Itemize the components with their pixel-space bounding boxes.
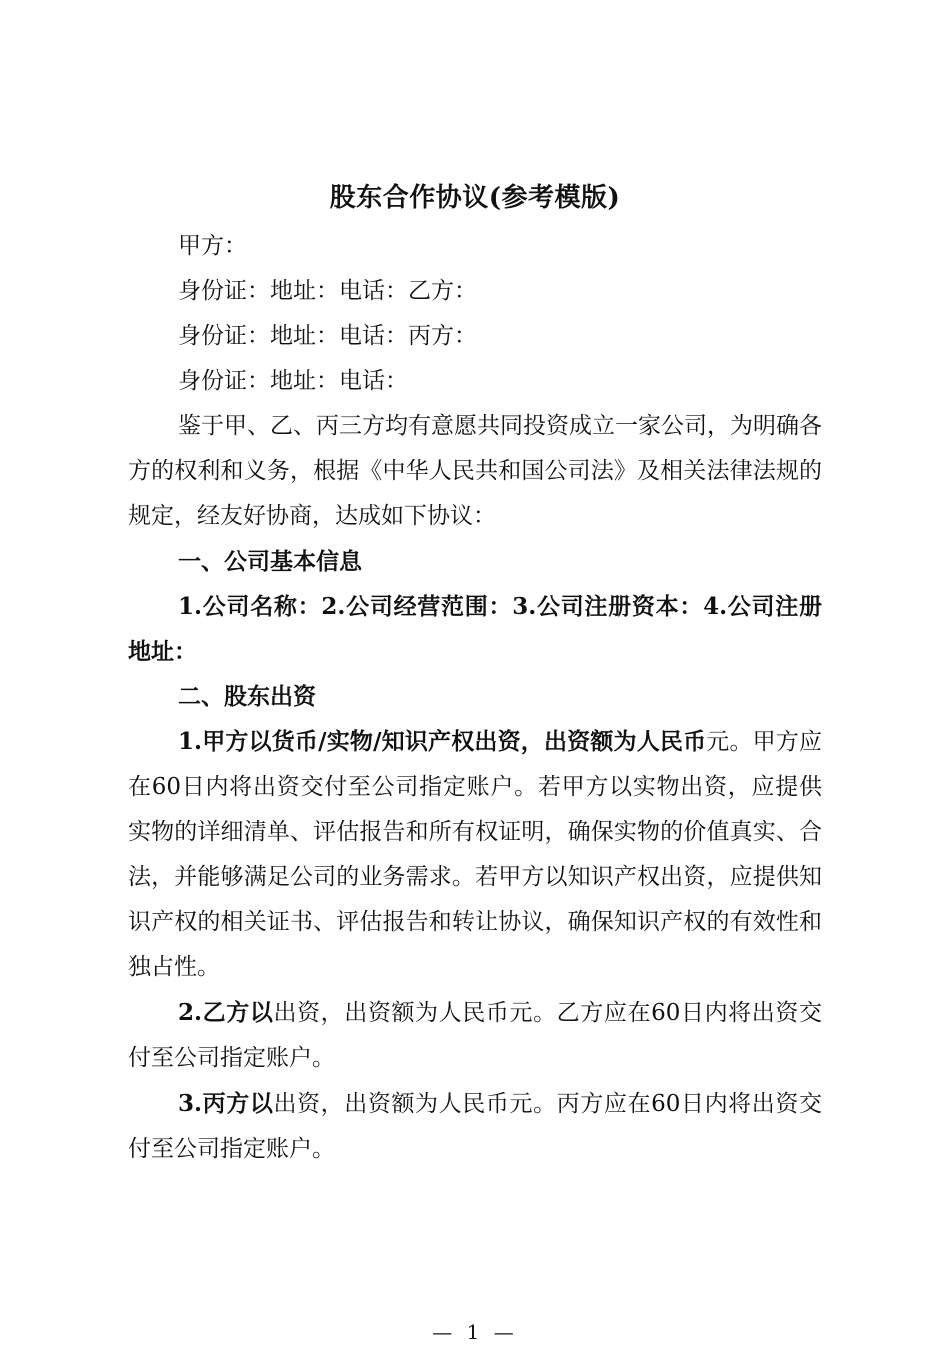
document-title: 股东合作协议(参考模版) — [329, 183, 621, 213]
party-c-line: 身份证：地址：电话：丙方： — [178, 323, 477, 349]
item-1-text: 元。甲方应在60日内将出资交付至公司指定账户。若甲方以实物出资，应提供实物的详细清单、评估报告和所有权证明，确保实物的价值真实、合法，并能够满足公司的业务需求。若甲方以知识产权出资，应提供知识产权的相关证书、评估报告和转让协议，确保知识产权的有效性和独占性。 — [128, 729, 823, 980]
party-c-details-line: 身份证：地址：电话： — [178, 368, 408, 394]
party-b-line: 身份证：地址：电话：乙方： — [178, 278, 477, 304]
item-3-bold: 3.丙方以 — [178, 1090, 274, 1117]
section-2-item-2 — [128, 990, 822, 1081]
page-number: — 1 — — [432, 1320, 518, 1344]
item-2-bold: 2.乙方以 — [178, 999, 274, 1026]
section-2-item-3 — [128, 1081, 822, 1172]
section-1-items: 1.公司名称：2.公司经营范围：3.公司注册资本：4.公司注册地址： — [128, 593, 822, 665]
section-1-heading: 一、公司基本信息 — [178, 548, 362, 575]
document-page — [128, 176, 822, 1172]
party-a-line: 甲方： — [178, 233, 247, 259]
item-2-text: 出资，出资额为人民币元。乙方应在60日内将出资交付至公司指定账户。 — [128, 1000, 822, 1071]
item-1-bold: 1.甲方以货币/实物/知识产权出资，出资额为人民币 — [178, 728, 707, 755]
item-3-text: 出资，出资额为人民币元。丙方应在60日内将出资交付至公司指定账户。 — [128, 1091, 822, 1162]
intro-paragraph: 鉴于甲、乙、丙三方均有意愿共同投资成立一家公司，为明确各方的权利和义务，根据《中华人民共和国公司法》及相关法律法规的规定，经友好协商，达成如下协议： — [128, 413, 822, 529]
section-2-item-1 — [128, 719, 822, 990]
section-2-heading: 二、股东出资 — [178, 683, 316, 710]
